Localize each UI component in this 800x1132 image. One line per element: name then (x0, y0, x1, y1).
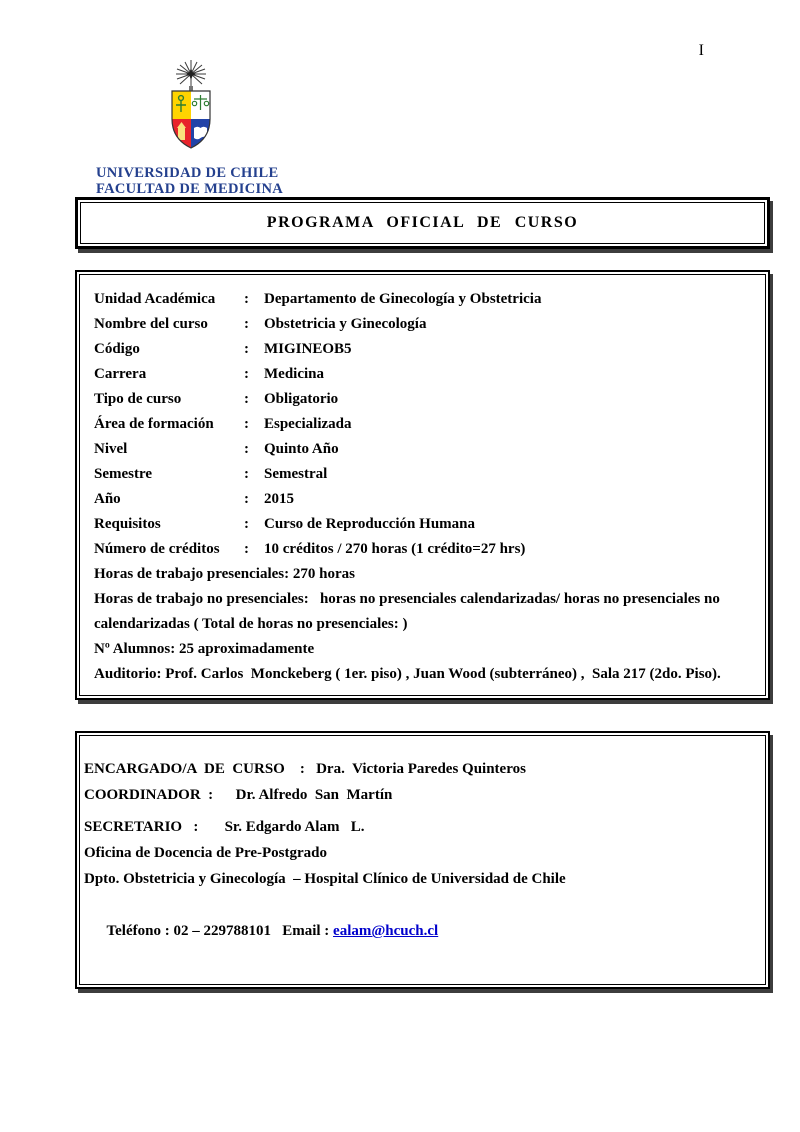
field-label: Unidad Académica (94, 291, 216, 307)
field-tipo-curso (94, 387, 751, 412)
field-value: 10 créditos / 270 horas (1 crédito=27 hrs) (264, 541, 526, 557)
field-value: Curso de Reproducción Humana (264, 516, 475, 532)
field-label: Nombre del curso (94, 316, 208, 332)
field-label: Área de formación (94, 416, 214, 432)
field-area-formacion (94, 412, 751, 437)
field-label: Semestre (94, 466, 153, 482)
field-numero-creditos (94, 537, 751, 562)
field-label: Año (94, 491, 121, 507)
field-value: Obstetricia y Ginecología (264, 316, 427, 332)
field-nivel (94, 437, 751, 462)
field-separator: : (244, 391, 249, 407)
field-value: Semestral (264, 466, 328, 482)
field-codigo (94, 337, 751, 362)
line-coordinador: COORDINADOR : Dr. Alfredo San Martín (84, 787, 393, 803)
line-horas-presenciales: Horas de trabajo presenciales: 270 horas (94, 566, 355, 582)
field-separator: : (244, 341, 249, 357)
field-value: Medicina (264, 366, 324, 382)
field-separator: : (244, 316, 249, 332)
field-label: Nivel (94, 441, 128, 457)
title-box (75, 197, 770, 249)
line-departamento: Dpto. Obstetricia y Ginecología – Hospital Clínico de Universidad de Chile (84, 871, 566, 887)
field-label: Número de créditos (94, 541, 220, 557)
course-info-box (75, 270, 770, 700)
logo-container (96, 58, 286, 159)
field-value: Quinto Año (264, 441, 339, 457)
page-number: I (698, 42, 704, 59)
field-value: Obligatorio (264, 391, 339, 407)
field-ano (94, 487, 751, 512)
field-separator: : (244, 516, 249, 532)
shield-icon (172, 91, 210, 151)
field-separator: : (244, 491, 249, 507)
field-nombre-curso (94, 312, 751, 337)
line-secretario: SECRETARIO : Sr. Edgardo Alam L. (84, 819, 365, 835)
line-oficina: Oficina de Docencia de Pre-Postgrado (84, 845, 328, 861)
field-separator: : (244, 466, 249, 482)
field-value: Especializada (264, 416, 352, 432)
field-carrera (94, 362, 751, 387)
field-label: Código (94, 341, 140, 357)
header (96, 58, 286, 197)
line-contacto (84, 892, 755, 970)
field-requisitos (94, 512, 751, 537)
field-value: Departamento de Ginecología y Obstetricia (264, 291, 542, 307)
field-unidad-academica (94, 287, 751, 312)
contact-prefix: Teléfono : 02 – 229788101 Email : (106, 923, 334, 939)
field-separator: : (244, 366, 249, 382)
field-separator: : (244, 541, 249, 557)
field-separator: : (244, 291, 249, 307)
field-label: Tipo de curso (94, 391, 182, 407)
line-horas-no-presenciales: Horas de trabajo no presenciales: horas no presenciales calendarizadas/ horas no presenciales no calendarizadas ( Total de horas no presenciales: ) (94, 591, 724, 632)
line-numero-alumnos: Nº Alumnos: 25 aproximadamente (94, 641, 315, 657)
field-semestre (94, 462, 751, 487)
staff-box (75, 731, 770, 989)
line-auditorio: Auditorio: Prof. Carlos Monckeberg ( 1er. piso) , Juan Wood (subterráneo) , Sala 217 (2do. Piso). (94, 666, 721, 682)
document-title: PROGRAMA OFICIAL DE CURSO (266, 214, 579, 231)
field-value: MIGINEOB5 (264, 341, 352, 357)
university-crest-logo (164, 58, 218, 154)
field-separator: : (244, 416, 249, 432)
field-value: 2015 (264, 491, 294, 507)
university-name: UNIVERSIDAD DE CHILE (96, 165, 279, 181)
field-separator: : (244, 441, 249, 457)
line-encargado: ENCARGADO/A DE CURSO : Dra. Victoria Paredes Quinteros (84, 761, 526, 777)
field-label: Requisitos (94, 516, 161, 532)
email-link[interactable]: ealam@hcuch.cl (333, 923, 439, 939)
faculty-name: FACULTAD DE MEDICINA (96, 181, 283, 197)
field-label: Carrera (94, 366, 147, 382)
